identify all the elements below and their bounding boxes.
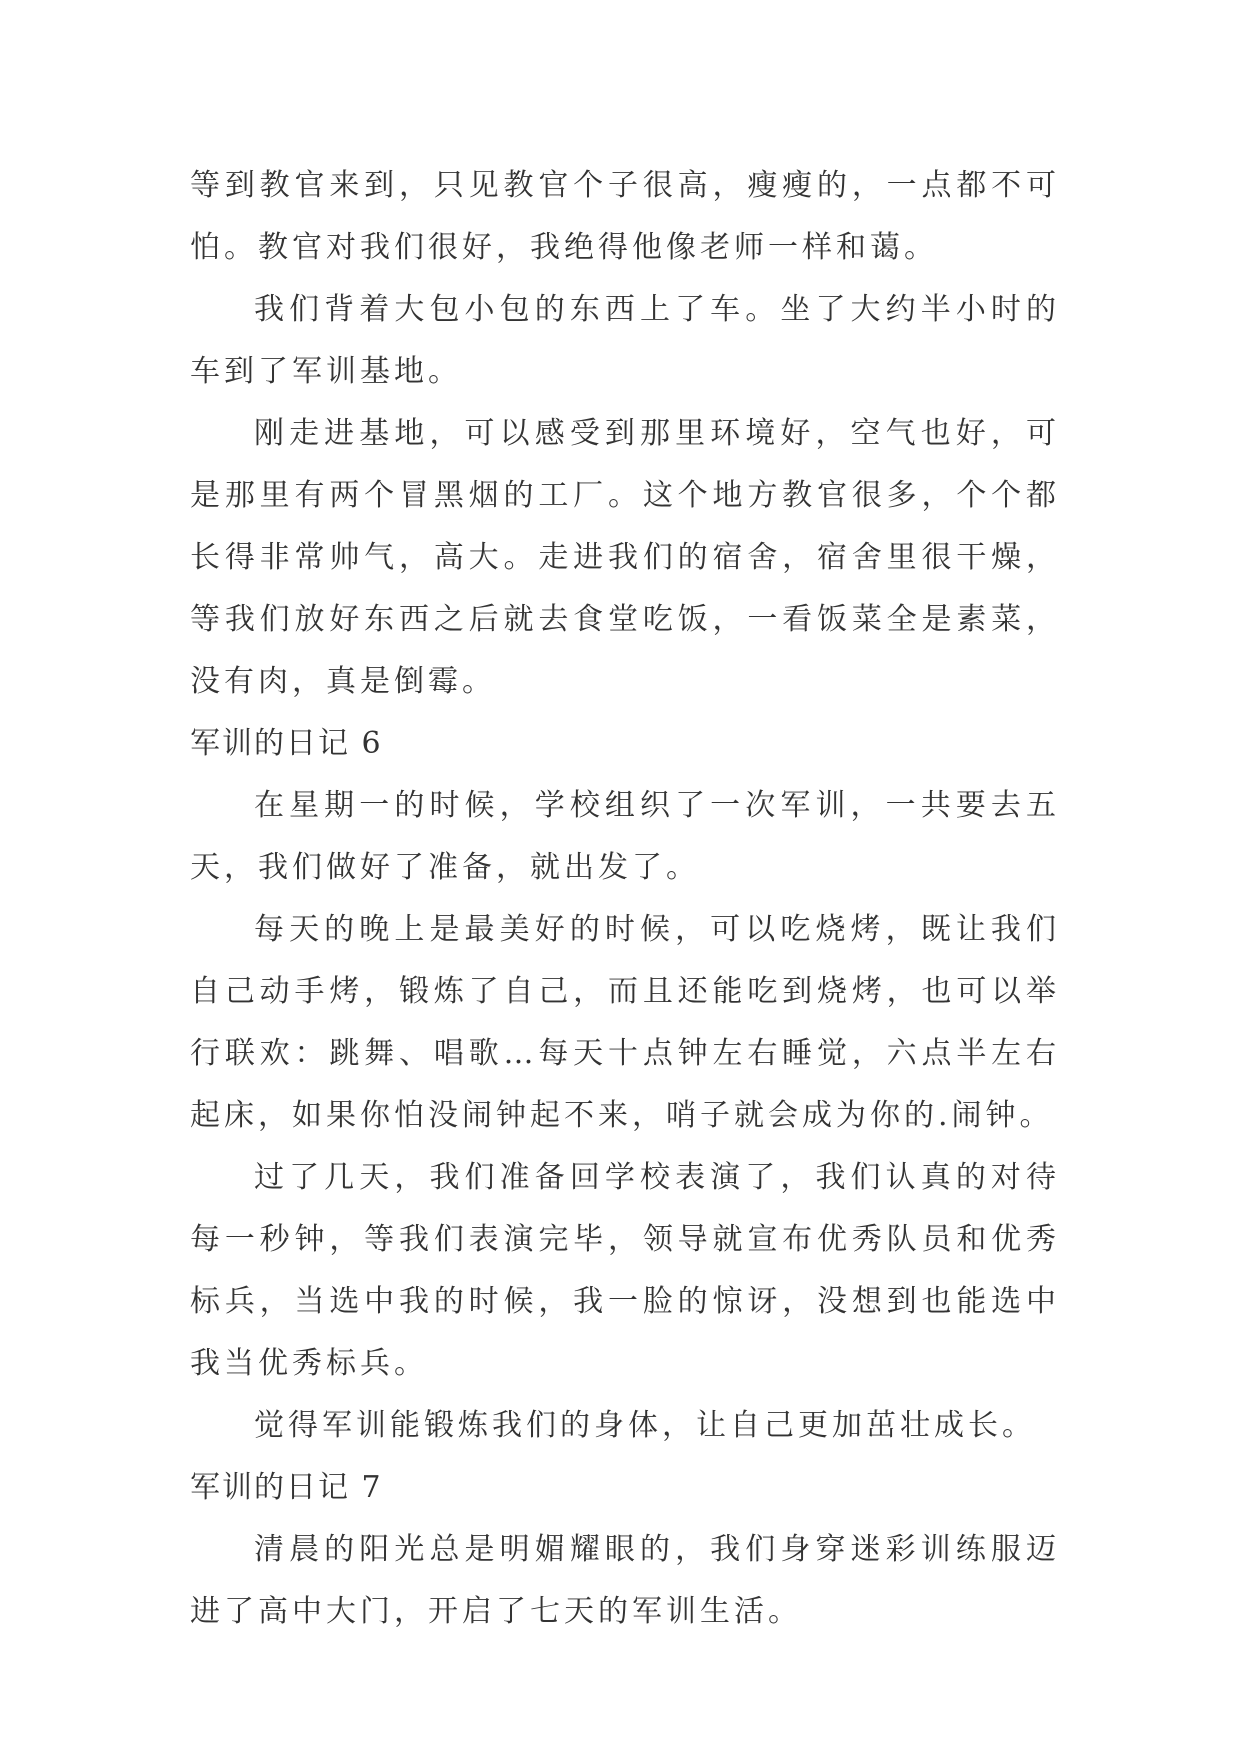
- paragraph: 刚走进基地，可以感受到那里环境好，空气也好，可是那里有两个冒黑烟的工厂。这个地方教官很多，个个都长得非常帅气，高大。走进我们的宿舍，宿舍里很干燥，等我们放好东西之后就去食堂吃饭，一看饭菜全是素菜，没有肉，真是倒霉。: [190, 416, 1060, 699]
- paragraph: 过了几天，我们准备回学校表演了，我们认真的对待每一秒钟，等我们表演完毕，领导就宣布优秀队员和优秀标兵，当选中我的时候，我一脸的惊讶，没想到也能选中我当优秀标兵。: [190, 1160, 1060, 1381]
- document-body: [190, 155, 1060, 1643]
- paragraph: 清晨的阳光总是明媚耀眼的，我们身穿迷彩训练服迈进了高中大门，开启了七天的军训生活。: [190, 1532, 1060, 1629]
- paragraph: 觉得军训能锻炼我们的身体，让自己更加茁壮成长。: [254, 1408, 1036, 1443]
- section-heading: 军训的日记 7: [190, 1470, 383, 1505]
- paragraph: 每天的晚上是最美好的时候，可以吃烧烤，既让我们自己动手烤，锻炼了自己，而且还能吃到烧烤，也可以举行联欢：跳舞、唱歌…每天十点钟左右睡觉，六点半左右起床，如果你怕没闹钟起不来，哨子就会成为你的.闹钟。: [190, 912, 1060, 1133]
- section-heading: 军训的日记 6: [190, 726, 383, 761]
- paragraph: 在星期一的时候，学校组织了一次军训，一共要去五天，我们做好了准备，就出发了。: [190, 788, 1060, 885]
- paragraph: 我们背着大包小包的东西上了车。坐了大约半小时的车到了军训基地。: [190, 292, 1060, 389]
- paragraph: 等到教官来到，只见教官个子很高，瘦瘦的，一点都不可怕。教官对我们很好，我绝得他像老师一样和蔼。: [190, 168, 1060, 265]
